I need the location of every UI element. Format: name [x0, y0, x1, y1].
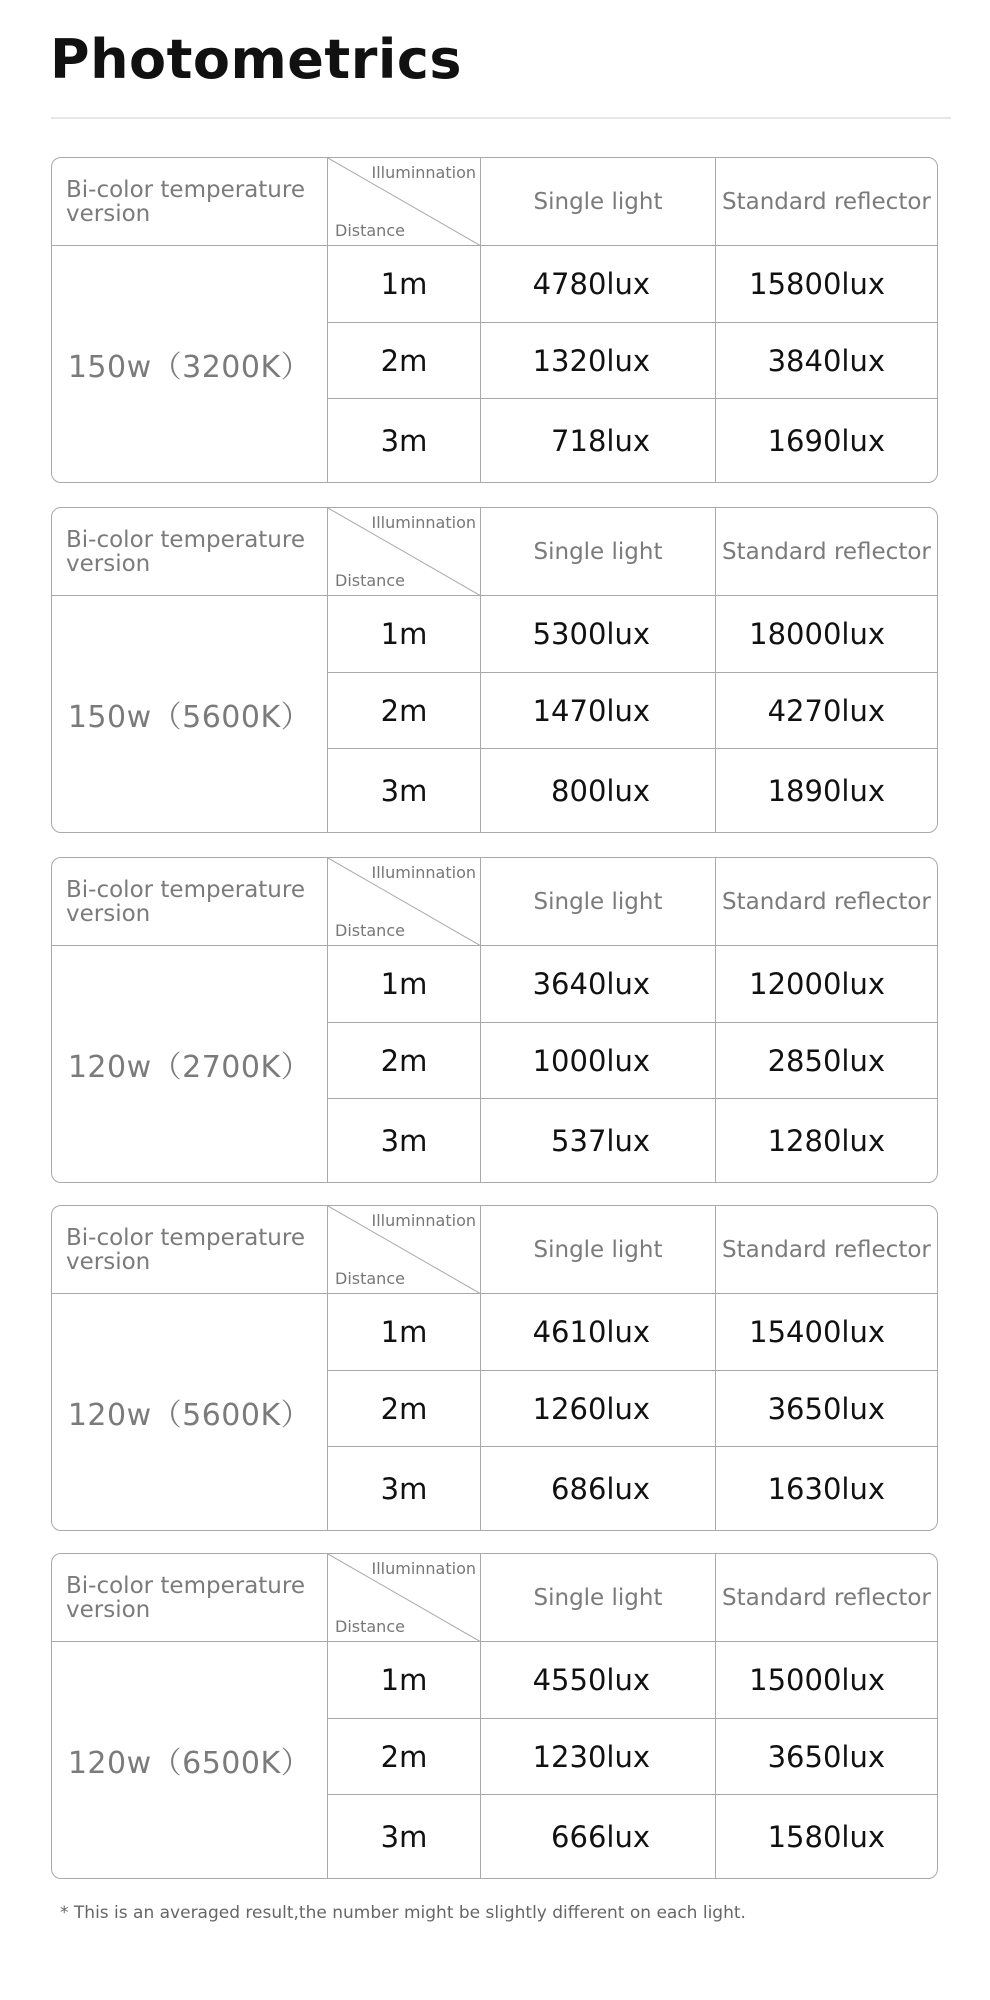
reflector-value: 1890lux — [767, 773, 885, 808]
distance-cell: 1m — [328, 246, 481, 323]
single-light-value: 4780lux — [481, 246, 716, 323]
reflector-value: 15000lux — [716, 1642, 937, 1719]
page-title: Photometrics — [50, 28, 463, 91]
single-light-value: 4610lux — [481, 1294, 716, 1371]
standard-reflector-header: Standard reflector — [716, 858, 937, 946]
distance-cell: 2m — [328, 673, 481, 749]
single-light-value: 3640lux — [481, 946, 716, 1023]
distance-cell: 1m — [328, 946, 481, 1023]
reflector-value: 3840lux — [716, 323, 937, 399]
reflector-value: 18000lux — [716, 596, 937, 673]
distance-cell: 2m — [328, 1719, 481, 1795]
reflector-value: 3650lux — [716, 1371, 937, 1447]
single-light-header: Single light — [481, 858, 716, 946]
distance-cell: 3m — [328, 1447, 481, 1530]
distance-cell: 2m — [328, 1023, 481, 1099]
model-label: 120w（6500K） — [52, 1642, 328, 1878]
single-light-value: 718lux — [481, 399, 716, 482]
reflector-value: 2850lux — [716, 1023, 937, 1099]
diagonal-header-cell — [328, 1554, 481, 1642]
single-light-value: 800lux — [481, 749, 716, 832]
model-label: 120w（5600K） — [52, 1294, 328, 1530]
distance-label: Distance — [335, 1269, 405, 1288]
distance-label: Distance — [335, 221, 405, 240]
illumination-label: Illuminnation — [371, 513, 476, 532]
version-label: Bi-color temperature version — [52, 1206, 328, 1294]
version-label: Bi-color temperature version — [52, 858, 328, 946]
illumination-label: Illuminnation — [371, 863, 476, 882]
standard-reflector-header: Standard reflector — [716, 1206, 937, 1294]
photometric-table — [51, 857, 938, 1183]
distance-label: Distance — [335, 1617, 405, 1636]
single-light-value: 1260lux — [481, 1371, 716, 1447]
reflector-value: 15800lux — [716, 246, 937, 323]
illumination-label: Illuminnation — [371, 1211, 476, 1230]
diagonal-header-cell — [328, 858, 481, 946]
title-divider — [51, 117, 951, 119]
photometric-table — [51, 1553, 938, 1879]
single-light-value: 5300lux — [481, 596, 716, 673]
single-light-value: 1470lux — [481, 673, 716, 749]
version-label: Bi-color temperature version — [52, 1554, 328, 1642]
illumination-label: Illuminnation — [371, 1559, 476, 1578]
reflector-value: 1690lux — [767, 423, 885, 458]
distance-cell: 3m — [328, 1099, 481, 1182]
version-label: Bi-color temperature version — [52, 508, 328, 596]
reflector-value: 1580lux — [767, 1819, 885, 1854]
reflector-value: 3650lux — [716, 1719, 937, 1795]
illumination-label: Illuminnation — [371, 163, 476, 182]
distance-cell: 2m — [328, 323, 481, 399]
distance-cell: 3m — [328, 1795, 481, 1878]
single-light-header: Single light — [481, 1206, 716, 1294]
reflector-value: 1630lux — [767, 1471, 885, 1506]
single-light-value: 537lux — [481, 1099, 716, 1182]
diagonal-header-cell — [328, 508, 481, 596]
distance-cell: 1m — [328, 1642, 481, 1719]
distance-cell: 1m — [328, 596, 481, 673]
single-light-header: Single light — [481, 158, 716, 246]
photometric-table — [51, 507, 938, 833]
single-light-value: 666lux — [481, 1795, 716, 1878]
distance-cell: 3m — [328, 749, 481, 832]
single-light-value: 1230lux — [481, 1719, 716, 1795]
distance-label: Distance — [335, 571, 405, 590]
single-light-header: Single light — [481, 1554, 716, 1642]
photometric-table — [51, 1205, 938, 1531]
single-light-value: 686lux — [481, 1447, 716, 1530]
reflector-value: 1280lux — [767, 1123, 885, 1158]
single-light-header: Single light — [481, 508, 716, 596]
single-light-value: 4550lux — [481, 1642, 716, 1719]
photometric-table — [51, 157, 938, 483]
standard-reflector-header: Standard reflector — [716, 1554, 937, 1642]
distance-cell: 3m — [328, 399, 481, 482]
standard-reflector-header: Standard reflector — [716, 508, 937, 596]
distance-label: Distance — [335, 921, 405, 940]
single-light-value: 1320lux — [481, 323, 716, 399]
standard-reflector-header: Standard reflector — [716, 158, 937, 246]
model-label: 150w（5600K） — [52, 596, 328, 832]
version-label: Bi-color temperature version — [52, 158, 328, 246]
reflector-value: 12000lux — [716, 946, 937, 1023]
model-label: 120w（2700K） — [52, 946, 328, 1182]
single-light-value: 1000lux — [481, 1023, 716, 1099]
photometrics-tables — [51, 157, 938, 1903]
reflector-value: 4270lux — [716, 673, 937, 749]
reflector-value: 15400lux — [716, 1294, 937, 1371]
distance-cell: 1m — [328, 1294, 481, 1371]
diagonal-header-cell — [328, 1206, 481, 1294]
model-label: 150w（3200K） — [52, 246, 328, 482]
footnote: * This is an averaged result,the number might be slightly different on each light. — [60, 1903, 746, 1923]
distance-cell: 2m — [328, 1371, 481, 1447]
diagonal-header-cell — [328, 158, 481, 246]
